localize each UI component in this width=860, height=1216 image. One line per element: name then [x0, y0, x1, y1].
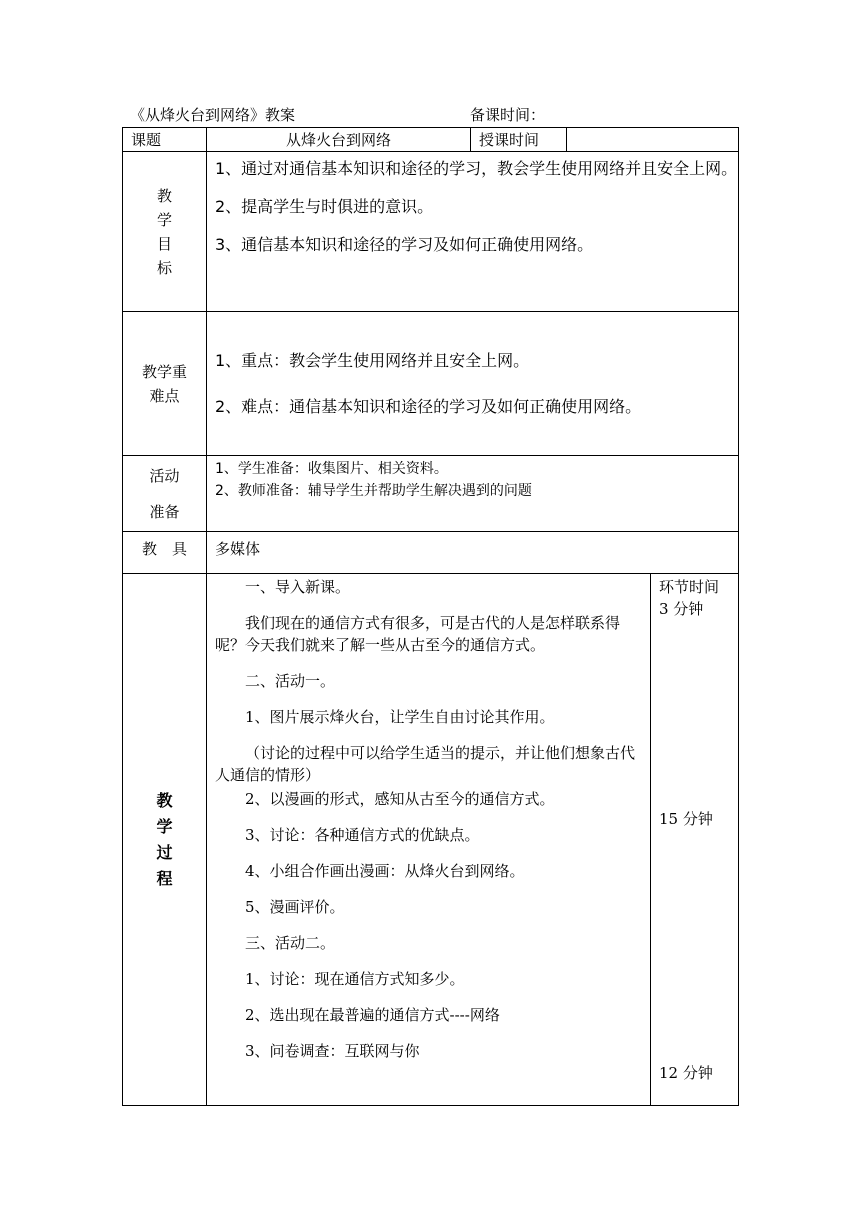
time-entry: 12 分钟: [659, 1064, 713, 1082]
process-row: [123, 574, 739, 1106]
activity-prep-item: 1、学生准备：收集图片、相关资料。: [215, 461, 448, 477]
process-line: 1、讨论：现在通信方式知多少。: [245, 970, 465, 988]
objectives-row: [123, 152, 739, 312]
prep-time-label: 备课时间：: [470, 106, 546, 124]
topic-label: 课题: [123, 128, 207, 152]
keypoints-row: [123, 312, 739, 456]
topic-row: [123, 128, 739, 152]
lesson-plan-table: [122, 127, 739, 1106]
teach-time-label: 授课时间: [471, 128, 567, 152]
process-label: 教 学 过 程: [123, 574, 207, 1106]
process-line: 我们现在的通信方式有很多，可是古代的人是怎样联系得呢？今天我们就来了解一些从古至今的通信方式。: [215, 614, 621, 654]
process-line: 二、活动一。: [245, 672, 336, 690]
objectives-label: 教 学 目 标: [123, 152, 207, 312]
process-line: 一、导入新课。: [245, 578, 351, 596]
activity-prep-content: [207, 456, 739, 532]
document-title: 《从烽火台到网络》教案: [130, 106, 296, 124]
topic-value: 从烽火台到网络: [207, 128, 471, 152]
time-entry: 3 分钟: [659, 600, 704, 618]
objectives-content: [207, 152, 739, 312]
time-entry: 15 分钟: [659, 810, 713, 828]
process-line: 3、讨论：各种通信方式的优缺点。: [245, 826, 480, 844]
time-header: 环节时间: [659, 578, 720, 596]
time-column: [651, 574, 739, 1106]
objective-item: 2、提高学生与时俱进的意识。: [215, 197, 434, 216]
activity-prep-label: 活动 准备: [123, 456, 207, 532]
process-line: 2、选出现在最普遍的通信方式----网络: [245, 1006, 500, 1024]
objective-item: 1、通过对通信基本知识和途径的学习，教会学生使用网络并且安全上网。: [215, 159, 738, 178]
process-line: 5、漫画评价。: [245, 898, 345, 916]
objective-item: 3、通信基本知识和途径的学习及如何正确使用网络。: [215, 235, 594, 254]
activity-prep-row: [123, 456, 739, 532]
tools-value: 多媒体: [207, 532, 739, 574]
process-line: 2、以漫画的形式，感知从古至今的通信方式。: [245, 790, 555, 808]
process-content: [207, 574, 651, 1106]
tools-label: 教 具: [123, 532, 207, 574]
process-line: 3、问卷调查：互联网与你: [245, 1042, 420, 1060]
process-line: 三、活动二。: [245, 934, 336, 952]
teach-time-value: [567, 128, 739, 152]
process-line: 4、小组合作画出漫画：从烽火台到网络。: [245, 862, 525, 880]
process-line: 1、图片展示烽火台，让学生自由讨论其作用。: [245, 708, 555, 726]
keypoint-item: 1、重点：教会学生使用网络并且安全上网。: [215, 350, 530, 370]
keypoints-label: 教学重 难点: [123, 312, 207, 456]
tools-row: [123, 532, 739, 574]
process-line: （讨论的过程中可以给学生适当的提示，并让他们想象古代人通信的情形）: [215, 744, 636, 784]
keypoints-content: [207, 312, 739, 456]
keypoint-item: 2、难点：通信基本知识和途径的学习及如何正确使用网络。: [215, 396, 642, 416]
activity-prep-item: 2、教师准备：辅导学生并帮助学生解决遇到的问题: [215, 483, 532, 499]
